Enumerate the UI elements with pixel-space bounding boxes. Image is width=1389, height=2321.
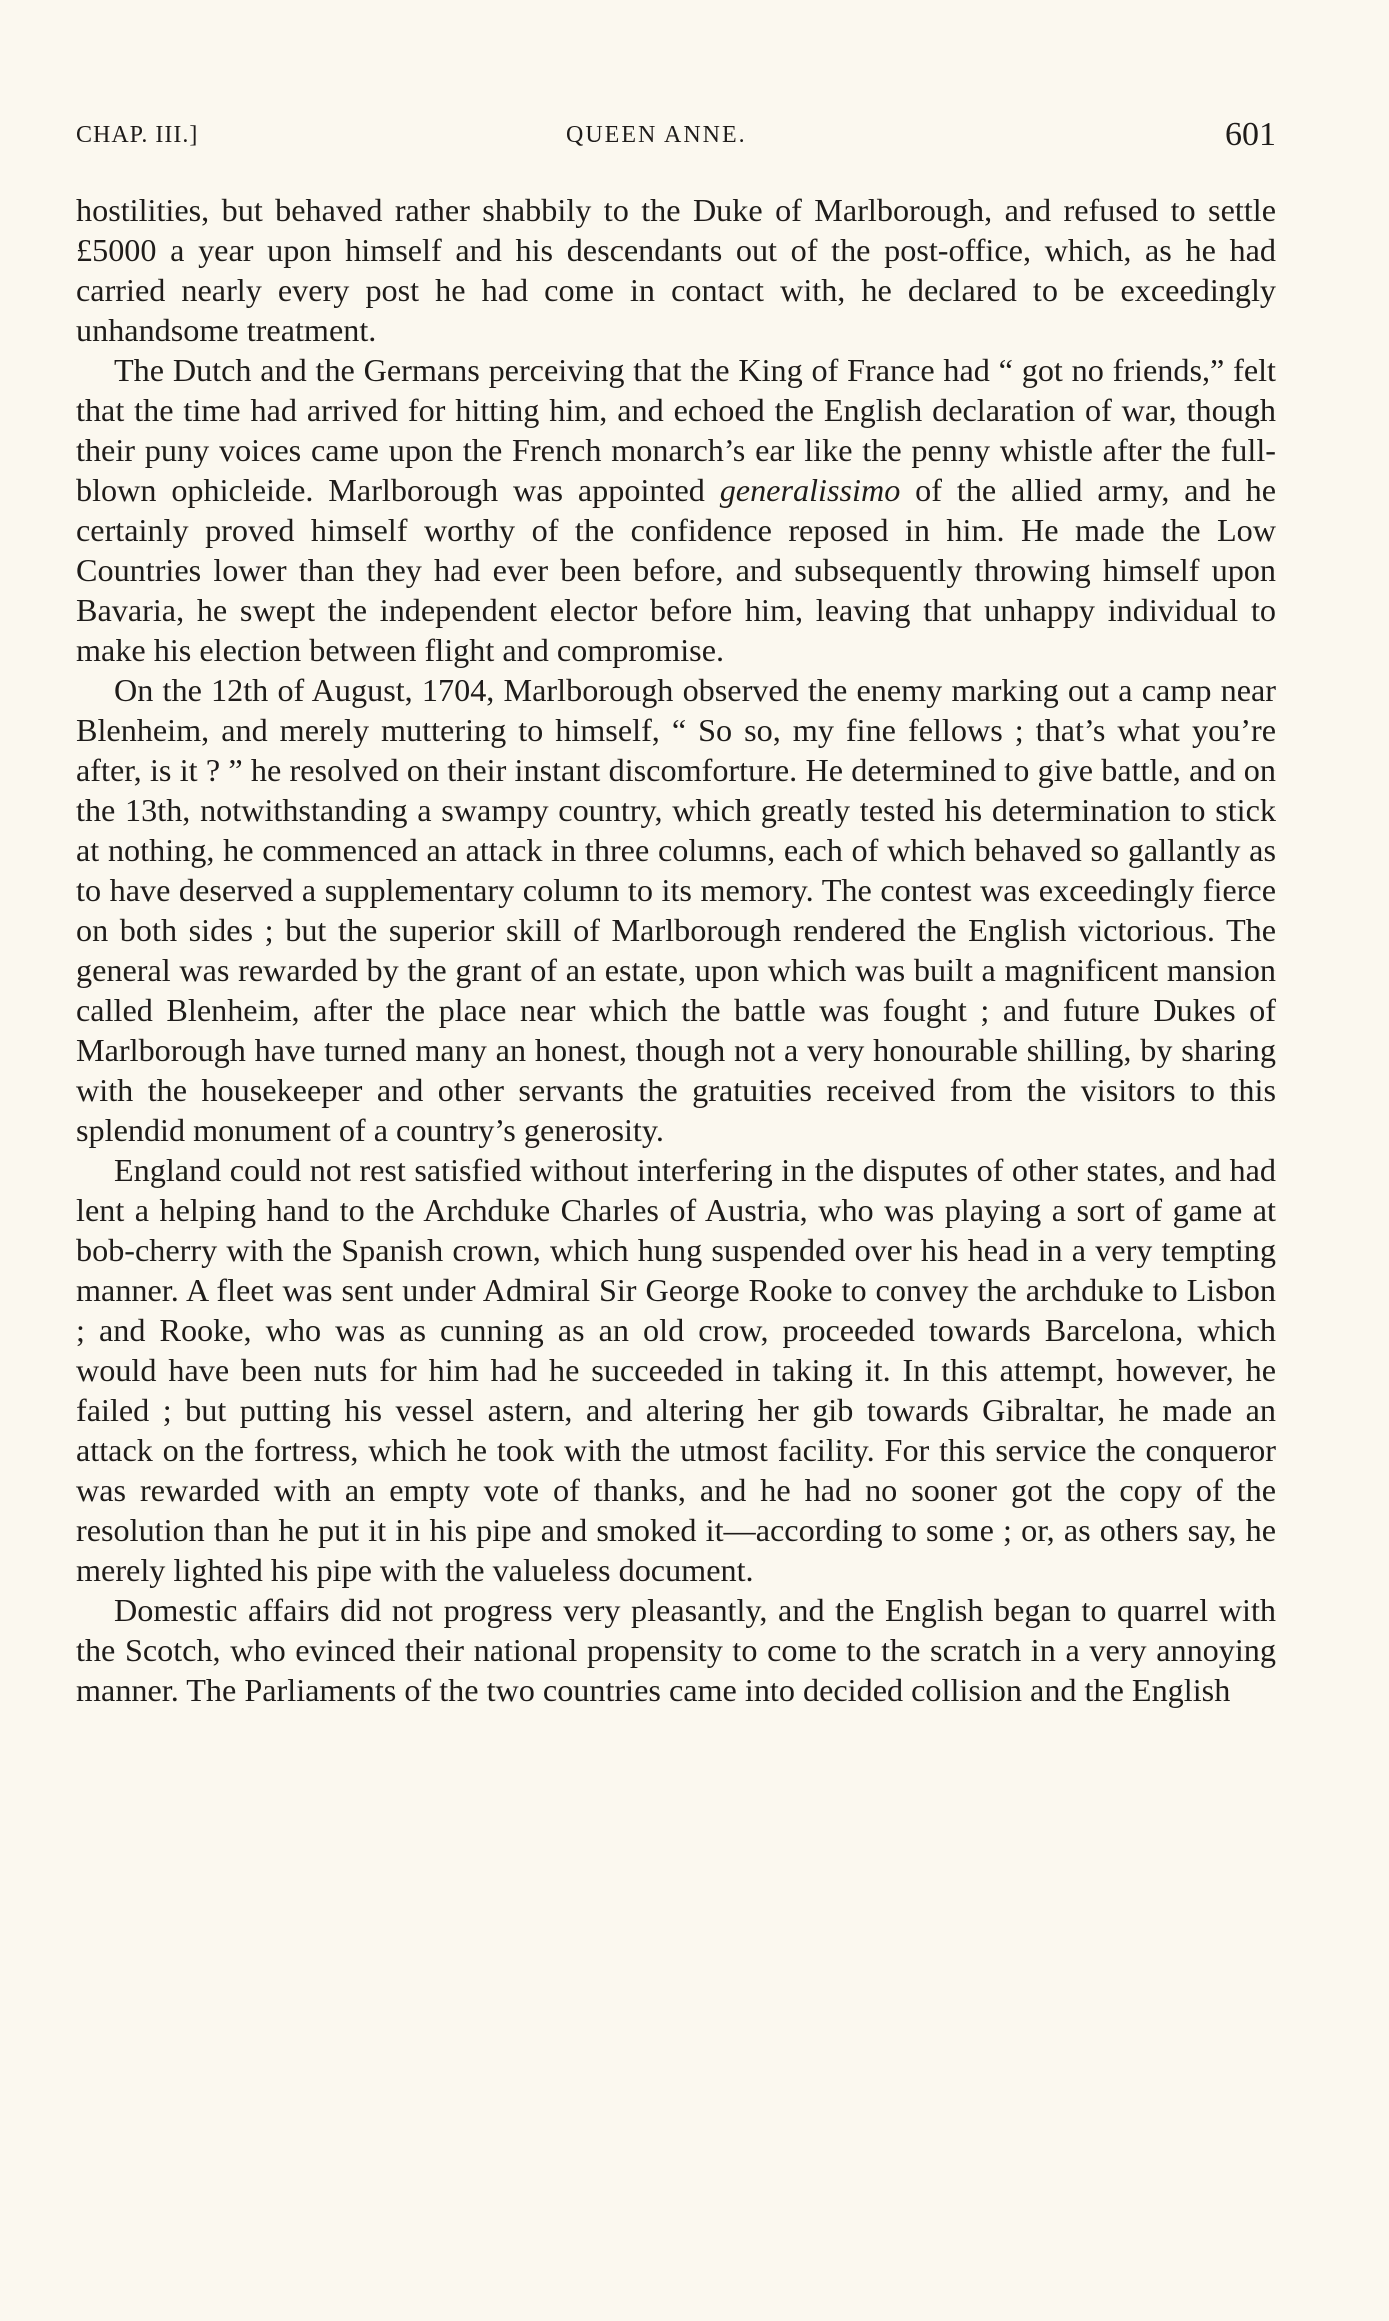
- paragraph-3: [76, 670, 1276, 1150]
- paragraph-1: [76, 190, 1276, 350]
- paragraph-2-text-b: of the allied army, and he certainly proved himself worthy of the confidence reposed in him. He made the Low Countries lower than they had ever been before, and subsequently throwing himself upon Bavaria, he swept the independent elector before him, leaving that unhappy individual to make his election between flight and compromise.: [76, 472, 1276, 668]
- paragraph-4: [76, 1150, 1276, 1590]
- body-text: [76, 190, 1276, 1710]
- paragraph-2: [76, 350, 1276, 670]
- paragraph-1-text: hostilities, but behaved rather shabbily to the Duke of Marlborough, and refused to settle £5000 a year upon himself and his descendants out of the post-office, which, as he had carried nearly every post he had come in contact with, he declared to be exceedingly unhandsome treatment.: [76, 192, 1276, 348]
- paragraph-5: [76, 1590, 1276, 1710]
- page-number: 601: [1225, 116, 1276, 153]
- paragraph-4-text: England could not rest satisfied without interfering in the disputes of other states, and had lent a helping hand to the Archduke Charles of Austria, who was playing a sort of game at bob-cherry with the Spanish crown, which hung suspended over his head in a very tempting manner. A fleet was sent under Admiral Sir George Rooke to convey the archduke to Lisbon ; and Rooke, who was as cunning as an old crow, proceeded towards Barcelona, which would have been nuts for him had he succeeded in taking it. In this attempt, however, he failed ; but putting his vessel astern, and altering her gib towards Gibraltar, he made an attack on the fortress, which he took with the utmost facility. For this service the conqueror was rewarded with an empty vote of thanks, and he had no sooner got the copy of the resolution than he put it in his pipe and smoked it—according to some ; or, as others say, he merely lighted his pipe with the valueless document.: [76, 1152, 1276, 1588]
- paragraph-5-text: Domestic affairs did not progress very pleasantly, and the English began to quarrel with the Scotch, who evinced their national propensity to come to the scratch in a very annoying manner. The Parliaments of the two countries came into decided collision and the English: [76, 1592, 1276, 1708]
- running-title: QUEEN ANNE.: [566, 122, 747, 148]
- running-header: [76, 112, 1276, 164]
- italic-term: generalissimo: [719, 472, 901, 508]
- chapter-label: CHAP. III.]: [76, 122, 199, 148]
- book-page: [76, 112, 1276, 1710]
- paragraph-2-text-a: The Dutch and the Germans perceiving that the King of France had “ got no friends,” felt that the time had arrived for hitting him, and echoed the English declaration of war, though their puny voices came upon the French monarch’s ear like the penny whistle after the full-blown ophicleide. Marlborough was appointed: [76, 352, 1276, 508]
- paragraph-3-text: On the 12th of August, 1704, Marlborough observed the enemy marking out a camp near Blenheim, and merely muttering to himself, “ So so, my fine fellows ; that’s what you’re after, is it ? ” he resolved on their instant discomforture. He determined to give battle, and on the 13th, notwithstanding a swampy country, which greatly tested his determination to stick at nothing, he commenced an attack in three columns, each of which behaved so gallantly as to have deserved a supplementary column to its memory. The contest was exceedingly fierce on both sides ; but the superior skill of Marlborough rendered the English victorious. The general was rewarded by the grant of an estate, upon which was built a magnificent mansion called Blenheim, after the place near which the battle was fought ; and future Dukes of Marlborough have turned many an honest, though not a very honourable shilling, by sharing with the housekeeper and other servants the gratuities received from the visitors to this splendid monument of a country’s generosity.: [76, 672, 1276, 1148]
